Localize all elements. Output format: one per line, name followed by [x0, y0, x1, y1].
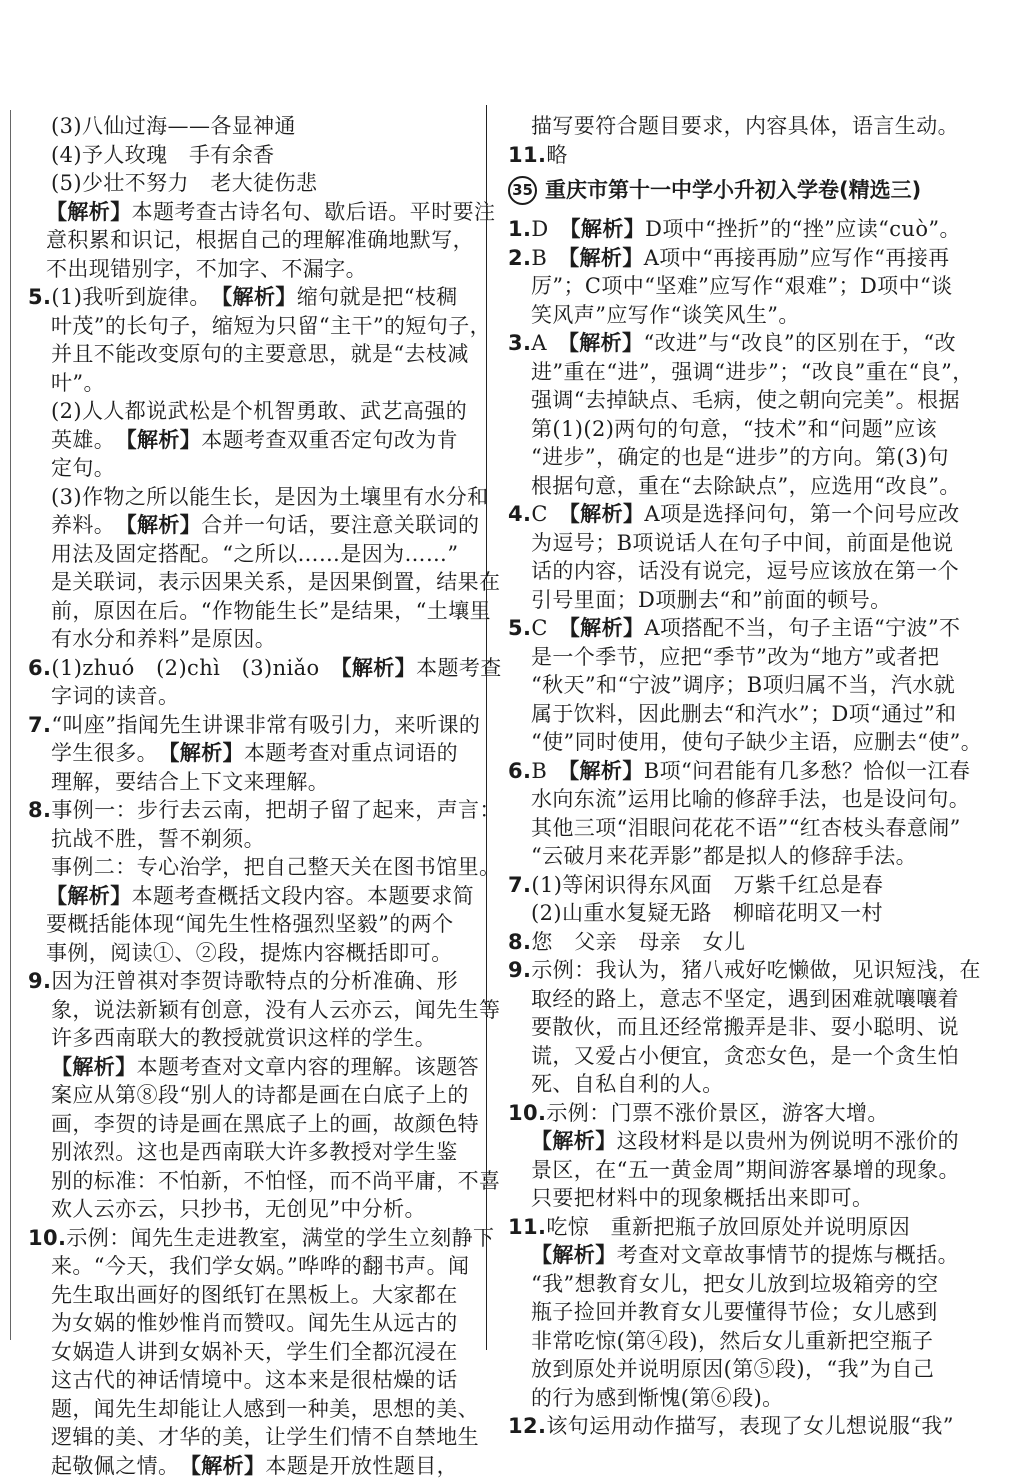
line-text: A [531, 331, 568, 355]
line-text: 本题是开放性题目， [265, 1454, 458, 1478]
text-line [28, 1309, 476, 1338]
text-line [508, 728, 956, 757]
text-line [508, 1384, 956, 1413]
question-number: 3. [508, 331, 531, 355]
question-number: 7. [28, 713, 51, 737]
line-text: 瓶子捡回并教育女儿要懂得节俭；女儿感到 [531, 1300, 938, 1324]
text-line [508, 415, 956, 444]
text-line [508, 529, 956, 558]
line-text: 是关联词，表示因果关系，是因果倒置，结果在 [51, 570, 500, 594]
line-text: 其他三项“泪眼问花花不语”“红杏枝头春意闹” [531, 816, 961, 840]
text-line [508, 1184, 956, 1213]
line-text: 第(1)(2)两句的句意，“技术”和“问题”应该 [531, 417, 937, 441]
text-line [508, 842, 956, 871]
analysis-label: 【解析】 [570, 216, 645, 241]
line-text: 是一个季节，应把“季节”改为“地方”或者把 [531, 645, 939, 669]
text-line [508, 1070, 956, 1099]
line-text: 要概括能体现“闻先生性格强烈坚毅”的两个 [46, 912, 453, 936]
analysis-label: 【解析】 [126, 427, 201, 452]
text-line [28, 1452, 476, 1480]
line-text: (3)作物之所以能生长，是因为土壤里有水分和 [51, 485, 489, 509]
text-line [508, 112, 956, 141]
text-line [28, 141, 476, 170]
text-line [508, 985, 956, 1014]
line-text: “进步”，确定的也是“进步”的方向。第(3)句 [531, 445, 949, 469]
text-line [508, 557, 956, 586]
answer-line [508, 1099, 956, 1128]
line-text: 死、自私自利的人。 [531, 1072, 724, 1096]
line-text: C [531, 616, 569, 640]
text-line [28, 312, 476, 341]
answer-line [508, 141, 956, 170]
line-text: 本题考查古诗名句、歇后语。平时要注 [132, 200, 496, 224]
answer-line [508, 757, 956, 786]
question-number: 11. [508, 1215, 546, 1239]
line-text: 叶”。 [51, 371, 105, 395]
text-line [28, 1138, 476, 1167]
line-text: 示例：我认为，猪八戒好吃懒做，见识短浅，在 [531, 958, 980, 982]
line-text: 强调“去掉缺点、毛病，使之朝向完美”。根据 [531, 388, 960, 412]
line-text: 别的标准：不怕新，不怕怪，而不尚平庸，不喜 [51, 1169, 500, 1193]
text-line [508, 386, 956, 415]
text-line [28, 1338, 476, 1367]
column-divider [486, 105, 487, 1350]
line-text: 用法及固定搭配。“之所以……是因为……” [51, 542, 458, 566]
line-text: 描写要符合题目要求，内容具体，语言生动。 [531, 114, 959, 138]
line-text: 抗战不胜，誓不剃须。 [51, 827, 265, 851]
text-line [508, 1156, 956, 1185]
line-text: 有水分和养料”是原因。 [51, 627, 276, 651]
question-number: 5. [508, 616, 531, 640]
line-text: 女娲造人讲到女娲补天，学生们全都沉浸在 [51, 1340, 458, 1364]
line-text: 别浓烈。这也是西南联大许多教授对学生鉴 [51, 1140, 458, 1164]
line-text: 起敬佩之情。 [51, 1454, 190, 1478]
line-text: 示例：闻先生走进教室，满堂的学生立刻静下 [66, 1226, 494, 1250]
line-text: 意积累和识记，根据自己的理解准确地默写， [46, 228, 474, 252]
text-line [28, 882, 476, 911]
line-text: 不出现错别字，不加字、不漏字。 [46, 257, 367, 281]
text-line [28, 825, 476, 854]
text-line [28, 682, 476, 711]
text-line [28, 996, 476, 1025]
question-number: 12. [508, 1414, 546, 1438]
text-line [28, 483, 476, 512]
line-text: (4)予人玫瑰 手有余香 [51, 143, 275, 167]
text-line [28, 1366, 476, 1395]
text-line [508, 643, 956, 672]
analysis-label: 【解析】 [569, 501, 644, 526]
line-text: 放到原处并说明原因(第⑤段)，“我”为自己 [531, 1357, 934, 1381]
answer-line [508, 244, 956, 273]
question-number: 8. [28, 798, 51, 822]
line-text: 的行为感到惭愧(第⑥段)。 [531, 1386, 784, 1410]
text-line [508, 443, 956, 472]
text-line [508, 899, 956, 928]
line-text: 示例：门票不涨价景区，游客大增。 [546, 1101, 888, 1125]
line-text: 先生取出画好的图纸钉在黑板上。大家都在 [51, 1283, 458, 1307]
line-text: 水向东流”运用比喻的修辞手法，也是设问句。 [531, 787, 970, 811]
line-text: 因为汪曾祺对李贺诗歌特点的分析准确、形 [51, 969, 458, 993]
text-line [28, 1281, 476, 1310]
text-line [28, 1423, 476, 1452]
text-line [508, 272, 956, 301]
answer-line [28, 654, 476, 683]
analysis-label: 【解析】 [569, 758, 644, 783]
line-text: 事例，阅读①、②段，提炼内容概括即可。 [46, 941, 453, 965]
answer-line [508, 614, 956, 643]
line-text: 象，说法新颖有创意，没有人云亦云，闻先生等 [51, 998, 500, 1022]
line-text: “秋天”和“宁波”调序；B项归属不当，汽水就 [531, 673, 955, 697]
line-text: A项是选择问句，第一个问号应改 [644, 502, 959, 526]
line-text: 许多西南联大的教授就赏识这样的学生。 [51, 1026, 436, 1050]
question-number: 6. [28, 656, 51, 680]
answer-line [28, 283, 476, 312]
analysis-label: 【解析】 [531, 1128, 617, 1153]
line-text: 题，闻先生却能让人感到一种美，思想的美、 [51, 1397, 479, 1421]
analysis-label: 【解析】 [126, 512, 201, 537]
text-line [28, 1167, 476, 1196]
question-number: 9. [28, 969, 51, 993]
question-number: 9. [508, 958, 531, 982]
analysis-label: 【解析】 [46, 199, 132, 224]
text-line [508, 301, 956, 330]
line-text: 并且不能改变原句的主要意思，就是“去枝减 [51, 342, 469, 366]
line-text: D [531, 217, 570, 241]
right-top-lines [508, 112, 956, 169]
line-text: 您 父亲 母亲 女儿 [531, 930, 745, 954]
line-text: B [531, 759, 568, 783]
question-number: 1. [508, 217, 531, 241]
line-text: 本题考查 [416, 656, 502, 680]
line-text: (2)人人都说武松是个机智勇敢、武艺高强的 [51, 399, 467, 423]
analysis-label: 【解析】 [531, 1242, 617, 1267]
analysis-label: 【解析】 [46, 883, 132, 908]
line-text: 该句运用动作描写，表现了女儿想说服“我” [546, 1414, 953, 1438]
line-text: 本题考查对重点词语的 [244, 741, 458, 765]
line-text: 景区，在“五一黄金周”期间游客暴增的现象。 [531, 1158, 960, 1182]
line-text: 画，李贺的诗是画在黑底子上的画，故颜色特 [51, 1112, 479, 1136]
text-line [28, 169, 476, 198]
line-text: B项“问君能有几多愁？恰似一江春 [644, 759, 971, 783]
text-line [508, 1298, 956, 1327]
line-text: 本题考查概括文段内容。本题要求简 [132, 884, 474, 908]
line-text: 本题考查双重否定句改为肯 [201, 428, 458, 452]
section-title-text: 重庆市第十一中学小升初入学卷(精选三) [545, 178, 921, 202]
answer-line [28, 796, 476, 825]
text-line [28, 1024, 476, 1053]
right-body-lines [508, 215, 956, 1441]
line-text: 略 [546, 143, 567, 167]
text-line [508, 1127, 956, 1156]
line-text: 进”重在“进”，强调“进步”；“改良”重在“良”， [531, 360, 974, 384]
text-line [28, 226, 476, 255]
text-line [508, 1270, 956, 1299]
text-line [28, 540, 476, 569]
line-text: 事例一：步行去云南，把胡子留了起来，声言： [51, 798, 500, 822]
analysis-label: 【解析】 [568, 330, 643, 355]
line-text: 为逗号；B项说话人在句子中间，前面是他说 [531, 531, 953, 555]
text-line [28, 1081, 476, 1110]
answer-line [508, 1213, 956, 1242]
text-line [28, 1252, 476, 1281]
text-line [508, 358, 956, 387]
line-text: 字词的读音。 [51, 684, 179, 708]
text-line [28, 625, 476, 654]
text-line [28, 568, 476, 597]
line-text: 取经的路上，意志不坚定，遇到困难就嚷嚷着 [531, 987, 959, 1011]
line-text: 要散伙，而且还经常搬弄是非、耍小聪明、说 [531, 1015, 959, 1039]
analysis-label: 【解析】 [569, 245, 644, 270]
analysis-label: 【解析】 [190, 1453, 265, 1478]
line-text: 定句。 [51, 456, 115, 480]
analysis-label: 【解析】 [341, 655, 416, 680]
text-line [28, 454, 476, 483]
answer-line [28, 1224, 476, 1253]
line-text: 引号里面；D项删去“和”前面的顿号。 [531, 588, 892, 612]
answer-line [508, 956, 956, 985]
line-text: 笑风声”应写作“谈笑风生”。 [531, 303, 800, 327]
analysis-label: 【解析】 [569, 615, 644, 640]
question-number: 10. [28, 1226, 66, 1250]
line-text: 本题考查对文章内容的理解。该题答 [137, 1055, 479, 1079]
answer-line [28, 967, 476, 996]
question-number: 4. [508, 502, 531, 526]
text-line [508, 472, 956, 501]
line-text: (2)山重水复疑无路 柳暗花明又一村 [531, 901, 883, 925]
question-number: 8. [508, 930, 531, 954]
line-text: 合并一句话，要注意关联词的 [201, 513, 479, 537]
question-number: 2. [508, 246, 531, 270]
line-text: 非常吃惊(第④段)，然后女儿重新把空瓶子 [531, 1329, 933, 1353]
line-text: 这段材料是以贵州为例说明不涨价的 [617, 1129, 959, 1153]
answer-line [508, 329, 956, 358]
text-line [28, 369, 476, 398]
page-edge-line [10, 110, 11, 1340]
line-text: 话的内容，话没有说完，逗号应该放在第一个 [531, 559, 959, 583]
line-text: 属于饮料，因此删去“和汽水”；D项“通过”和 [531, 702, 957, 726]
line-text: (1)我听到旋律。 [51, 285, 221, 309]
text-line [508, 814, 956, 843]
line-text: “我”想教育女儿，把女儿放到垃圾箱旁的空 [531, 1272, 938, 1296]
line-text: C [531, 502, 569, 526]
section-number-circle: 35 [508, 176, 537, 205]
answer-line [28, 711, 476, 740]
text-line [508, 785, 956, 814]
text-line [28, 1110, 476, 1139]
text-line [28, 198, 476, 227]
line-text: 逻辑的美、才华的美，让学生们情不自禁地生 [51, 1425, 479, 1449]
analysis-label: 【解析】 [51, 1054, 137, 1079]
line-text: (5)少壮不努力 老大徒伤悲 [51, 171, 317, 195]
answer-line [508, 215, 956, 244]
line-text: “使”同时使用，使句子缺少主语，应删去“使”。 [531, 730, 982, 754]
line-text: 厉”；C项中“坚难”应写作“艰难”；D项中“谈 [531, 274, 953, 298]
line-text: 为女娲的惟妙惟肖而赞叹。闻先生从远古的 [51, 1311, 458, 1335]
line-text: (1)等闲识得东风面 万紫千红总是春 [531, 873, 883, 897]
text-line [28, 255, 476, 284]
line-text: 欢人云亦云，只抄书，无创见”中分析。 [51, 1197, 426, 1221]
question-number: 5. [28, 285, 51, 309]
line-text: 缩句就是把“枝稠 [297, 285, 458, 309]
right-column [508, 112, 956, 1441]
text-line [28, 1053, 476, 1082]
answer-line [508, 871, 956, 900]
line-text: 案应从第⑧段“别人的诗都是画在白底子上的 [51, 1083, 469, 1107]
line-text: (3)八仙过海——各显神通 [51, 114, 296, 138]
answer-line [508, 928, 956, 957]
left-column [28, 112, 476, 1480]
answer-line [508, 500, 956, 529]
line-text: B [531, 246, 568, 270]
line-text: 只要把材料中的现象概括出来即可。 [531, 1186, 873, 1210]
text-line [28, 511, 476, 540]
line-text: “改进”与“改良”的区别在于，“改 [643, 331, 955, 355]
text-line [28, 397, 476, 426]
text-line [508, 700, 956, 729]
text-line [28, 426, 476, 455]
text-line [28, 1195, 476, 1224]
line-text: 谎，又爱占小便宜，贪恋女色，是一个贪生怕 [531, 1044, 959, 1068]
line-text: 理解，要结合上下文来理解。 [51, 770, 329, 794]
question-number: 11. [508, 143, 546, 167]
text-line [28, 340, 476, 369]
text-line [28, 739, 476, 768]
question-number: 10. [508, 1101, 546, 1125]
question-number: 7. [508, 873, 531, 897]
analysis-label: 【解析】 [222, 284, 297, 309]
text-line [508, 671, 956, 700]
text-line [28, 853, 476, 882]
text-line [508, 1327, 956, 1356]
line-text: 这古代的神话情境中。这本来是很枯燥的话 [51, 1368, 458, 1392]
line-text: “云破月来花弄影”都是拟人的修辞手法。 [531, 844, 917, 868]
line-text: D项中“挫折”的“挫”应读“cuò”。 [645, 217, 961, 241]
answer-line [508, 1412, 956, 1441]
text-line [28, 112, 476, 141]
line-text: 吃惊 重新把瓶子放回原处并说明原因 [546, 1215, 910, 1239]
question-number: 6. [508, 759, 531, 783]
line-text: “叫座”指闻先生讲课非常有吸引力，来听课的 [51, 713, 480, 737]
line-text: A项搭配不当，句子主语“宁波”不 [644, 616, 960, 640]
line-text: (1)zhuó (2)chì (3)niǎo [51, 656, 341, 680]
line-text: 学生很多。 [51, 741, 169, 765]
text-line [508, 1241, 956, 1270]
line-text: 英雄。 [51, 428, 126, 452]
line-text: 根据句意，重在“去除缺点”，应选用“改良”。 [531, 474, 961, 498]
text-line [508, 1013, 956, 1042]
line-text: 叶茂”的长句子，缩短为只留“主干”的短句子， [51, 314, 491, 338]
text-line [508, 586, 956, 615]
text-line [28, 597, 476, 626]
line-text: A项中“再接再励”应写作“再接再 [644, 246, 950, 270]
text-line [28, 768, 476, 797]
line-text: 来。“今天，我们学女娲。”哗哗的翻书声。闻 [51, 1254, 469, 1278]
line-text: 前，原因在后。“作物能生长”是结果，“土壤里 [51, 599, 491, 623]
text-line [28, 910, 476, 939]
text-line [508, 1042, 956, 1071]
line-text: 考查对文章故事情节的提炼与概括。 [617, 1243, 959, 1267]
line-text: 养料。 [51, 513, 126, 537]
section-title [508, 173, 956, 207]
text-line [28, 1395, 476, 1424]
text-line [28, 939, 476, 968]
analysis-label: 【解析】 [169, 740, 244, 765]
text-line [508, 1355, 956, 1384]
line-text: 事例二：专心治学，把自己整天关在图书馆里。 [51, 855, 500, 879]
